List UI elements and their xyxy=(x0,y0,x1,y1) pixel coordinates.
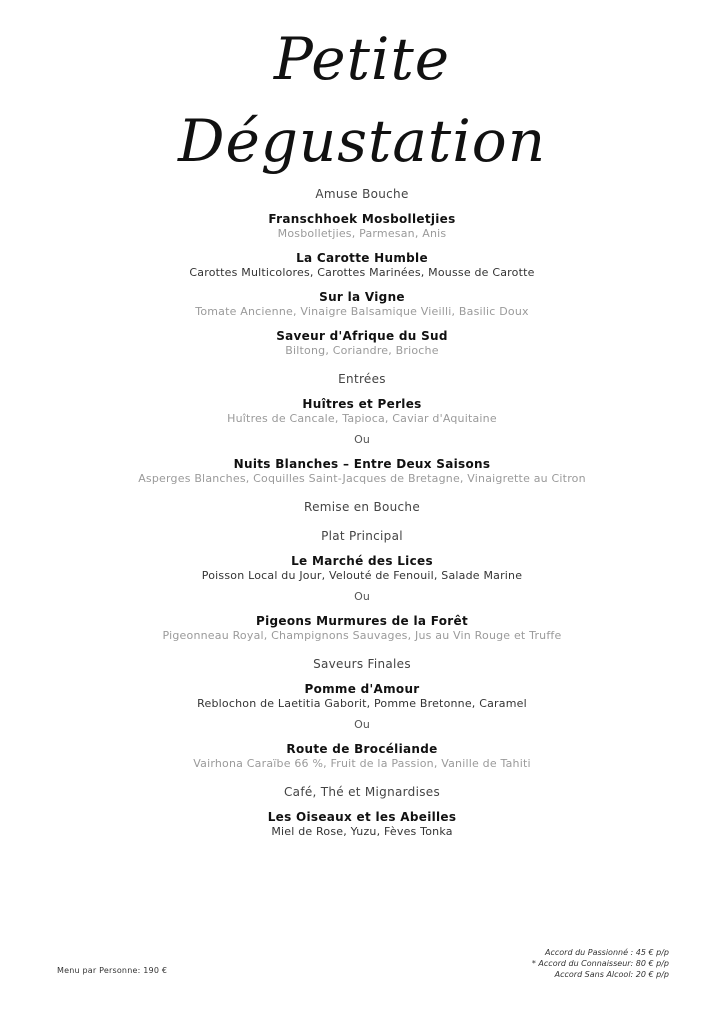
section-heading: Café, Thé et Mignardises xyxy=(283,785,441,799)
dish-description: Poisson Local du Jour, Velouté de Fenouil, Salade Marine xyxy=(201,569,523,582)
section-heading: Amuse Bouche xyxy=(315,187,409,201)
dish-item xyxy=(0,457,724,486)
dish-description: Asperges Blanches, Coquilles Saint-Jacques de Bretagne, Vinaigrette au Citron xyxy=(138,472,586,485)
or-separator: Ou xyxy=(354,718,370,731)
dish-name: Huîtres et Perles xyxy=(302,397,422,411)
wine-pairings xyxy=(532,947,669,980)
pairing-sans-alcool: Accord Sans Alcool: 20 € p/p xyxy=(554,970,669,979)
dish-name: Nuits Blanches – Entre Deux Saisons xyxy=(233,457,491,471)
dish-name: Franschhoek Mosbolletjies xyxy=(268,212,456,226)
dish-name: Pigeons Murmures de la Forêt xyxy=(255,614,468,628)
dish-description: Biltong, Coriandre, Brioche xyxy=(285,344,439,357)
dish-item xyxy=(0,810,724,839)
dish-name: Sur la Vigne xyxy=(319,290,405,304)
or-separator: Ou xyxy=(354,590,370,603)
dish-description: Carottes Multicolores, Carottes Marinées, Mousse de Carotte xyxy=(189,266,535,279)
dish-item xyxy=(0,614,724,643)
menu-price: Menu par Personne: 190 € xyxy=(57,966,168,975)
pairing-connaisseur: * Accord du Connaisseur: 80 € p/p xyxy=(531,959,669,968)
dish-name: Les Oiseaux et les Abeilles xyxy=(267,810,457,824)
dish-item xyxy=(0,212,724,241)
dish-name: Le Marché des Lices xyxy=(291,554,433,568)
dish-description: Mosbolletjies, Parmesan, Anis xyxy=(277,227,447,240)
dish-name: La Carotte Humble xyxy=(296,251,428,265)
dish-description: Tomate Ancienne, Vinaigre Balsamique Vieilli, Basilic Doux xyxy=(195,305,529,318)
dish-description: Vairhona Caraïbe 66 %, Fruit de la Passion, Vanille de Tahiti xyxy=(193,757,531,770)
section-heading: Entrées xyxy=(338,372,386,386)
dish-item xyxy=(0,329,724,358)
dish-description: Miel de Rose, Yuzu, Fèves Tonka xyxy=(271,825,453,838)
section-heading: Remise en Bouche xyxy=(303,500,421,514)
or-separator: Ou xyxy=(354,433,370,446)
dish-description: Pigeonneau Royal, Champignons Sauvages, Jus au Vin Rouge et Truffe xyxy=(162,629,562,642)
pairing-passionne: Accord du Passionné : 45 € p/p xyxy=(545,948,669,957)
dish-item xyxy=(0,554,724,583)
section-heading: Saveurs Finales xyxy=(313,657,411,671)
dish-item xyxy=(0,251,724,280)
dish-item xyxy=(0,742,724,771)
tasting-menu xyxy=(0,186,724,839)
dish-item xyxy=(0,397,724,426)
dish-item xyxy=(0,290,724,319)
dish-description: Reblochon de Laetitia Gaborit, Pomme Bretonne, Caramel xyxy=(197,697,527,710)
dish-item xyxy=(0,682,724,711)
menu-title-line-2: Dégustation xyxy=(177,107,547,175)
dish-description: Huîtres de Cancale, Tapioca, Caviar d'Aquitaine xyxy=(227,412,497,425)
dish-name: Saveur d'Afrique du Sud xyxy=(276,329,448,343)
menu-title-line-1: Petite xyxy=(273,25,451,93)
section-heading: Plat Principal xyxy=(321,529,403,543)
dish-name: Pomme d'Amour xyxy=(304,682,420,696)
dish-name: Route de Brocéliande xyxy=(286,742,438,756)
